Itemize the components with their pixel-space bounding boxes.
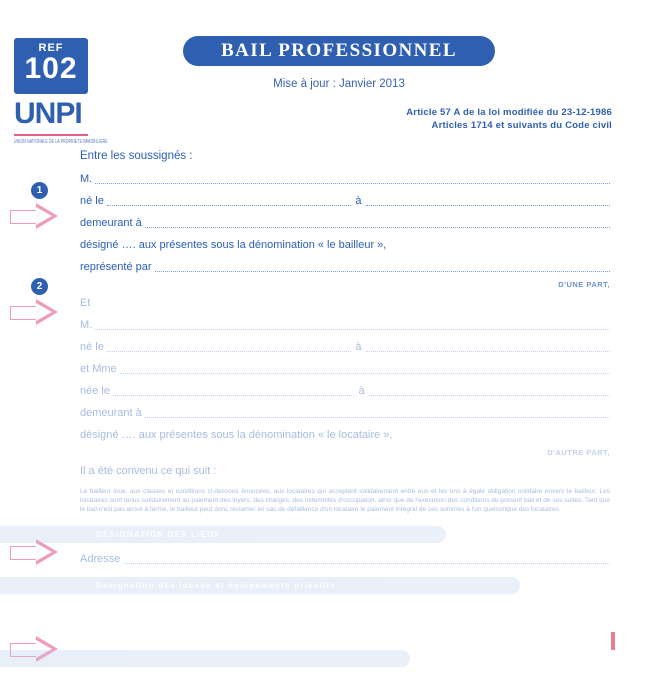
- page-edge-mark: [611, 632, 615, 650]
- marker-party-2: [10, 278, 72, 325]
- legal-references: [406, 106, 612, 132]
- lead-in-text: [80, 465, 610, 477]
- field-label: et Mme: [80, 363, 117, 375]
- field-label: demeurant à: [80, 217, 142, 229]
- field-label: Adresse: [80, 553, 121, 565]
- document-subtitle: Mise à jour : Janvier 2013: [273, 78, 405, 90]
- field-row-et: [80, 297, 610, 309]
- section-label: Désignation des locaux et équipements privatifs: [96, 581, 337, 590]
- field-input-spouse-name[interactable]: [120, 363, 610, 374]
- field-label: demeurant à: [80, 407, 142, 419]
- legal-reference-line: Articles 1714 et suivants du Code civil: [431, 120, 612, 131]
- field-row-address: [80, 553, 610, 565]
- field-label: à: [355, 341, 362, 353]
- section-header-designation-des-lieux: [80, 526, 446, 543]
- field-label: Et: [80, 297, 91, 309]
- field-input-spouse-birth-place[interactable]: [369, 385, 610, 396]
- field-input-address[interactable]: [123, 553, 610, 564]
- party-2-block: [80, 297, 610, 477]
- unpi-logo: [14, 97, 108, 145]
- field-label: désigné …. aux présentes sous la dénomination « le locataire »,: [80, 429, 393, 441]
- ref-label: REF: [38, 42, 64, 54]
- field-input-locataire-birth-date[interactable]: [107, 341, 352, 352]
- field-label: Il a été convenu ce qui suit :: [80, 465, 217, 477]
- field-input-bailleur-address[interactable]: [145, 217, 610, 228]
- field-row-spouse-birth: [80, 385, 610, 397]
- field-row-spouse-name: [80, 363, 610, 375]
- ref-badge: [14, 38, 88, 94]
- part-note-second: D'AUTRE PART,: [547, 448, 610, 457]
- field-label: M.: [80, 173, 93, 185]
- unpi-logo-text: UNPI: [14, 97, 82, 130]
- field-label: désigné …. aux présentes sous la dénomination « le bailleur »,: [80, 239, 387, 251]
- field-input-spouse-birth-date[interactable]: [113, 385, 354, 396]
- field-row-bailleur-address: [80, 217, 610, 229]
- field-row-locataire-name: [80, 319, 610, 331]
- section-bar-extension: [0, 650, 80, 667]
- field-label: née le: [80, 385, 110, 397]
- field-input-locataire-name[interactable]: [95, 319, 610, 330]
- field-input-represented-by[interactable]: [155, 261, 610, 272]
- field-label: représenté par: [80, 261, 152, 273]
- form-body: [80, 150, 610, 677]
- section-header-partial-bottom: [80, 650, 410, 667]
- bullet-number-2: 2: [31, 278, 48, 295]
- bullet-number-1: 1: [31, 182, 48, 199]
- ref-number: 102: [24, 52, 78, 85]
- section-bar-extension: [0, 526, 80, 543]
- field-label: M.: [80, 319, 93, 331]
- field-label: à: [355, 195, 362, 207]
- solidarity-paragraph: Le bailleur loue, aux clauses et conditions ci-dessous énoncées, aux locataires qui acceptent solidairement entre eux et les uns à égale obligation solidaire envers le bailleur. Les locataires sont tenus solidairement au paiement des loyers, des charges, des indemnités d'occupation, ainsi que de l'exécution des conditions du présent bail et de ses suites. Tant que le bail n'est pas arrivé à terme, le bailleur peut donc réclamer en cas de défaillance d'un locataire le paiement intégral de ces sommes à l'un quelconque des locataires.: [80, 488, 610, 513]
- field-row-bailleur-name: [80, 173, 610, 185]
- field-row-locataire-birth: [80, 341, 610, 353]
- field-row-locataire-address: [80, 407, 610, 419]
- legal-reference-line: Article 57 A de la loi modifiée du 23-12-1986: [406, 107, 612, 118]
- field-row-bailleur-designation: [80, 239, 610, 251]
- form-intro: Entre les soussignés :: [80, 150, 193, 162]
- field-row-locataire-designation: [80, 429, 610, 441]
- part-note-first: D'UNE PART,: [558, 280, 610, 289]
- section-header-locaux-equipements: [80, 577, 520, 594]
- field-input-birth-date[interactable]: [107, 195, 352, 206]
- field-input-locataire-address[interactable]: [145, 407, 610, 418]
- field-label: né le: [80, 341, 104, 353]
- field-label: à: [358, 385, 365, 397]
- arrow-icon: [10, 299, 66, 325]
- arrow-icon: [10, 203, 66, 229]
- field-input-locataire-birth-place[interactable]: [366, 341, 611, 352]
- field-input-bailleur-name[interactable]: [95, 173, 610, 184]
- field-row-bailleur-birth: [80, 195, 610, 207]
- unpi-logo-tagline: UNION NATIONALE DE LA PROPRIETE IMMOBILIERE: [14, 138, 108, 145]
- field-label: né le: [80, 195, 104, 207]
- field-input-birth-place[interactable]: [366, 195, 611, 206]
- document-title: BAIL PROFESSIONNEL: [183, 36, 495, 66]
- unpi-logo-rule: [14, 134, 88, 136]
- section-label: DÉSIGNATION DES LIEUX: [96, 530, 221, 539]
- section-bar-extension: [0, 577, 80, 594]
- marker-party-1: [10, 182, 72, 229]
- field-row-bailleur-represented: [80, 261, 610, 273]
